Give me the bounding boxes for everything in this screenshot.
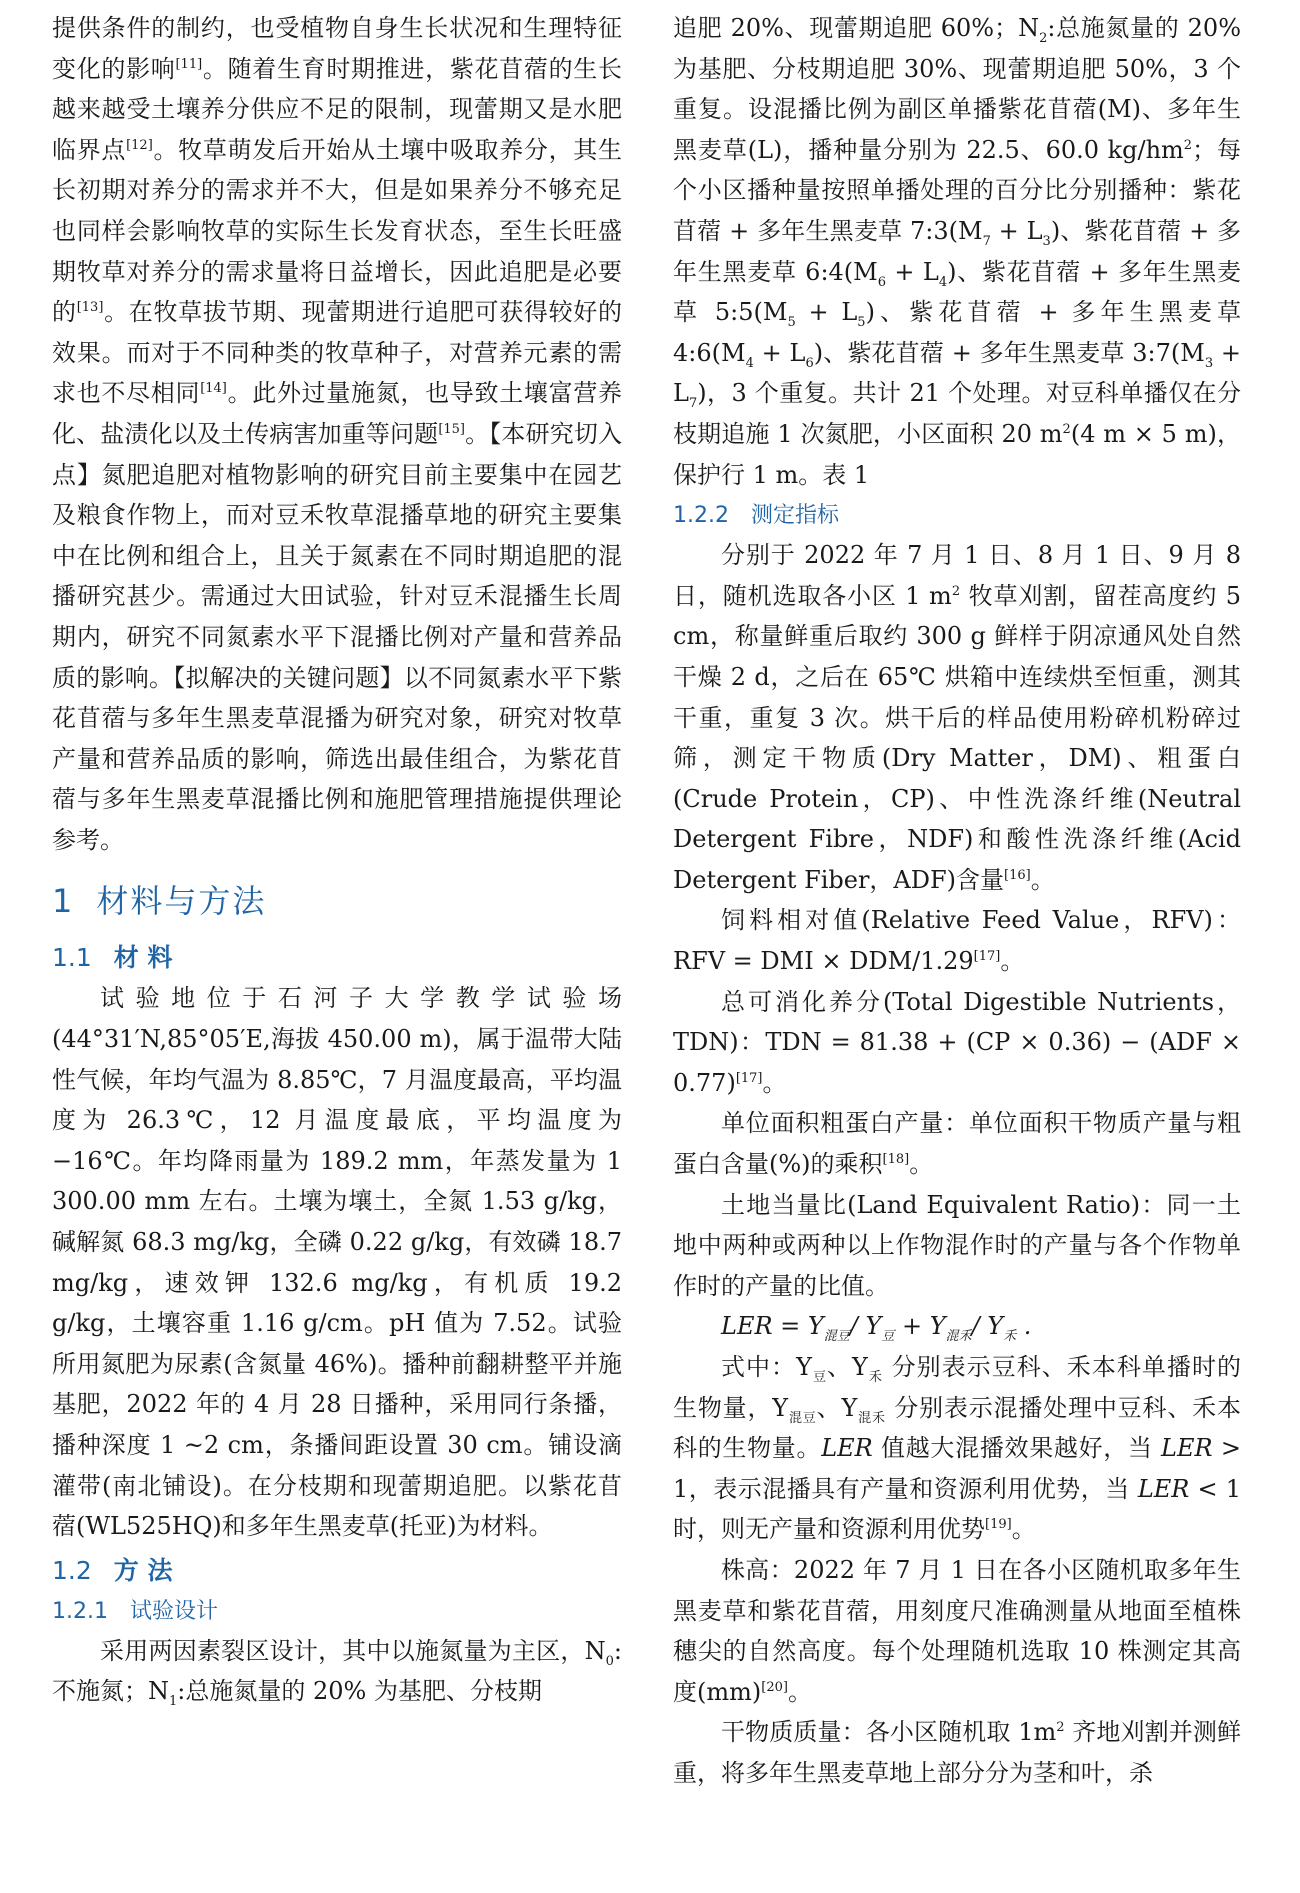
citation: [19] — [985, 1517, 1012, 1533]
measurement-paragraph: 分别于 2022 年 7 月 1 日、8 月 1 日、9 月 8 日，随机选取各小区 1 $m^2$ 牧草刈割，留茬高度约 5 cm，称量鲜重后取约 300 g 鲜样于阴凉通风处自然干燥 2 d，之后在 65℃ 烘箱中连续烘至恒重，测其干重，重复 3 次。烘干后的样品使用粉碎机粉碎过筛，测定干物质(Dry Matter，DM)、粗蛋白(Crude Protein，CP)、中性洗涤纤维(Neutral Detergent Fibre，NDF)和酸性洗涤纤维(Acid Detergent Fiber，ADF)含量[16]。 — [673, 541, 1241, 894]
right-column — [673, 8, 1241, 1794]
left-column — [52, 8, 622, 1712]
dry-matter-paragraph: 干物质质量：各小区随机取 $1m^2$ 齐地刈割并测鲜重，将多年生黑麦草地上部分分为茎和叶，杀 — [673, 1718, 1241, 1787]
citation: [12] — [126, 137, 153, 153]
citation: [11] — [175, 56, 203, 72]
citation: [20] — [761, 1679, 788, 1695]
citation: [15] — [438, 421, 465, 437]
tdn-paragraph: 总可消化养分(Total Digestible Nutrients，TDN)：TDN = 81.38 + (CP × 0.36) − (ADF × 0.77)[17]。 — [673, 987, 1241, 1097]
citation: [14] — [200, 381, 227, 397]
citation: [17] — [735, 1070, 763, 1086]
design-paragraph: 采用两因素裂区设计，其中以施氮量为主区，$N_0$:不施氮；$N_1$:总施氮量的 20% 为基肥、分枝期 — [52, 1636, 622, 1710]
citation: [17] — [973, 949, 1001, 965]
section-heading-1: 1 材料与方法 — [52, 882, 267, 921]
citation: [16] — [1004, 867, 1031, 883]
section-heading-1-2-1: 1.2.1 试验设计 — [52, 1598, 218, 1624]
intro-paragraph: 提供条件的制约，也受植物自身生长状况和生理特征变化的影响[11]。随着生育时期推进，紫花苜蓿的生长越来越受土壤养分供应不足的限制，现蕾期又是水肥临界点[12]。牧草萌发后开始从土壤中吸取养分，其生长初期对养分的需求并不大，但是如果养分不够充足也同样会影响牧草的实际生长发育状态，至生长旺盛期牧草对养分的需求量将日益增长，因此追肥是必要的[13]。在牧草拔节期、现蕾期进行追肥可获得较好的效果。而对于不同种类的牧草种子，对营养元素的需求也不尽相同[14]。此外过量施氮，也导致土壤富营养化、盐渍化以及土传病害加重等问题[15]。【本研究切入点】氮肥追肥对植物影响的研究目前主要集中在园艺及粮食作物上，而对豆禾牧草混播草地的研究主要集中在比例和组合上，且关于氮素在不同时期追肥的混播研究甚少。需通过大田试验，针对豆禾混播生长周期内，研究不同氮素水平下混播比例对产量和营养品质的影响。【拟解决的关键问题】以不同氮素水平下紫花苜蓿与多年生黑麦草混播为研究对象，研究对牧草产量和营养品质的影响，筛选出最佳组合，为紫花苜蓿与多年生黑麦草混播比例和施肥管理措施提供理论参考。 — [52, 14, 623, 854]
plant-height-paragraph: 株高：2022 年 7 月 1 日在各小区随机取多年生黑麦草和紫花苜蓿，用刻度尺准确测量从地面至植株穗尖的自然高度。每个处理随机选取 10 株测定其高度(mm)[20]。 — [673, 1555, 1241, 1706]
rfv-paragraph: 饲料相对值(Relative Feed Value，RFV)：RFV = DMI × DDM/1.29[17]。 — [673, 906, 1241, 976]
citation: [13] — [76, 300, 104, 316]
formula-explanation-paragraph: 式中：$Y_豆$、$Y_禾$ 分别表示豆科、禾本科单播时的生物量，$Y_{混豆}$、$Y_{混禾}$ 分别表示混播处理中豆科、禾本科的生物量。LER 值越大混播效果越好，当 LER > 1，表示混播具有产量和资源利用优势，当 LER < 1 时，则无产量和资源利用优势[19]。 — [673, 1353, 1241, 1544]
section-heading-1-2-2: 1.2.2 测定指标 — [673, 503, 839, 529]
section-heading-1-2: 1.2 方 法 — [52, 1555, 173, 1585]
ler-paragraph: 土地当量比(Land Equivalent Ratio)：同一土地中两种或两种以上作物混作时的产量与各个作物单作时的产量的比值。 — [673, 1190, 1241, 1300]
citation: [18] — [882, 1152, 910, 1168]
cp-yield-paragraph: 单位面积粗蛋白产量：单位面积干物质产量与粗蛋白含量(%)的乘积[18]。 — [673, 1109, 1241, 1179]
design-paragraph-continued: 追肥 20%、现蕾期追肥 60%；$N_2$:总施氮量的 20% 为基肥、分枝期追肥 30%、现蕾期追肥 50%，3 个重复。设混播比例为副区单播紫花苜蓿(M)、多年生黑麦草(L)，播种量分别为 22.5、60.0 $kg/hm^2$；每个小区播种量按照单播处理的百分比分别播种：紫花苜蓿 + 多年生黑麦草 $7:3(M_7 + L_3)$、紫花苜蓿 + 多年生黑麦草 $6:4(M_6 + L_4)$、紫花苜蓿 + 多年生黑麦草 $5:5(M_5 + L_5)$、紫花苜蓿 + 多年生黑麦草 $4:6(M_4 + L_6)$、紫花苜蓿 + 多年生黑麦草 $3:7(M_3 + L_7)$，3 个重复。共计 21 个处理。对豆科单播仅在分枝期追施 1 次氮肥，小区面积 20 $m^2(4$ m × 5 m)，保护行 1 m。表 1 — [673, 14, 1242, 489]
materials-paragraph: 试验地位于石河子大学教学试验场(44°31′N,85°05′E,海拔 450.00 m)，属于温带大陆性气候，年均气温为 8.85℃，7 月温度最高，平均温度为 26.3℃，12 月温度最底，平均温度为 −16℃。年均降雨量为 189.2 mm，年蒸发量为 1 300.00 mm 左右。土壤为壤土，全氮 1.53 g/kg，碱解氮 68.3 mg/kg，全磷 0.22 g/kg，有效磷 18.7 mg/kg，速效钾 132.6 mg/kg，有机质 19.2 g/kg，土壤容重 1.16 g/cm。pH 值为 7.52。试验所用氮肥为尿素(含氮量 46%)。播种前翻耕整平并施基肥，2022 年的 4 月 28 日播种，采用同行条播，播种深度 1 ~2 cm，条播间距设置 30 cm。铺设滴灌带(南北铺设)。在分枝期和现蕾期追肥。以紫花苜蓿(WL525HQ)和多年生黑麦草(托亚)为材料。 — [52, 984, 622, 1541]
ler-formula: LER = $Y_{混豆}/$ $Y_豆 + Y_{混禾}/$ $Y_禾$ . — [721, 1312, 1032, 1345]
section-heading-1-1: 1.1 材 料 — [52, 943, 173, 973]
